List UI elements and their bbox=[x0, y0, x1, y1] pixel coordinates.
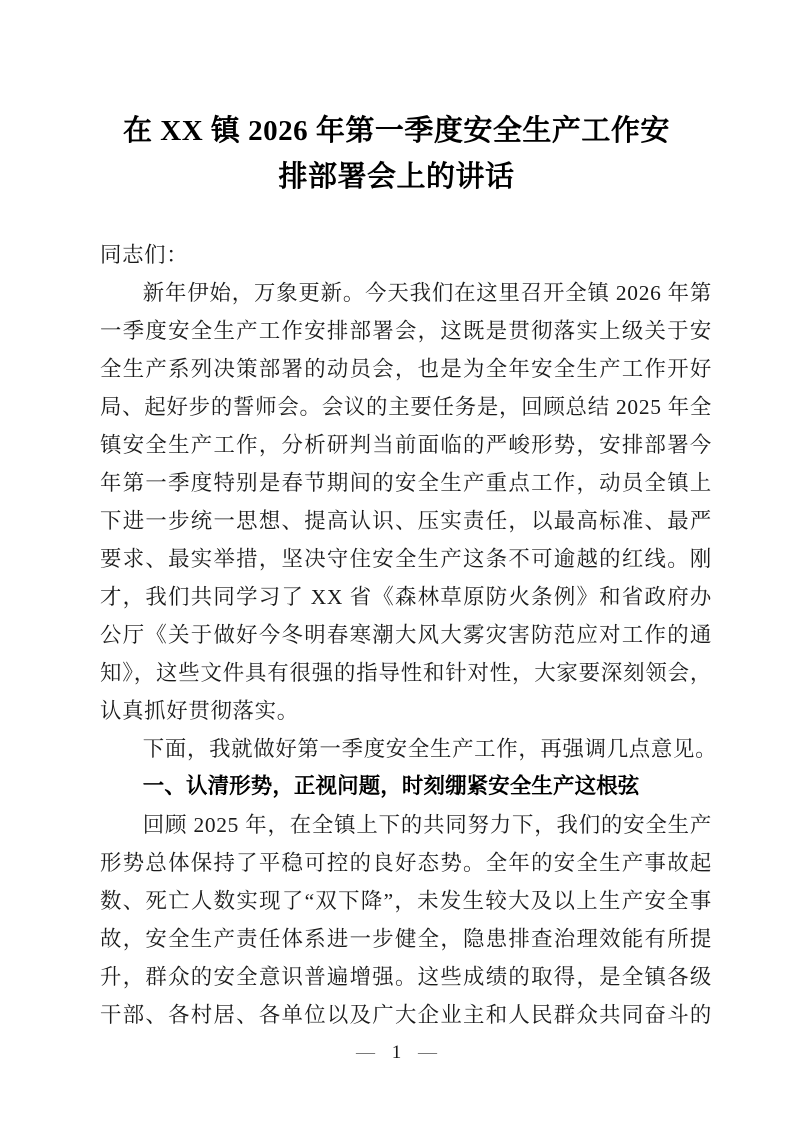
paragraph: 下面，我就做好第一季度安全生产工作，再强调几点意见。 bbox=[142, 737, 718, 761]
paragraph: 新年伊始，万象更新。今天我们在这里召开全镇 2026 年第一季度安全生产工作安排部署会，这既是贯彻落实上级关于安全生产系列决策部署的动员会，也是为全年安全生产工作开好局、起好步的誓师会。会议的主要任务是，回顾总结 2025 年全镇安全生产工作，分析研判当前面临的严峻形势，安排部署今年第一季度特别是春节期间的安全生产重点工作，动员全镇上下进一步统一思想、提高认识、压实责任，以最高标准、最严要求、最实举措，坚决守住安全生产这条不可逾越的红线。刚才，我们共同学习了 XX 省《森林草原防火条例》和省政府办公厅《关于做好今冬明春寒潮大风大雾灾害防范应对工作的通知》，这些文件具有很强的指导性和针对性，大家要深刻领会，认真抓好贯彻落实。 bbox=[100, 281, 712, 723]
page-number: 1 bbox=[391, 1042, 402, 1063]
section-heading: 一、认清形势，正视问题，时刻绷紧安全生产这根弦 bbox=[142, 774, 640, 799]
title-line-1: 在 XX 镇 2026 年第一季度安全生产工作安 bbox=[123, 115, 670, 147]
paragraph: 回顾 2025 年，在全镇上下的共同努力下，我们的安全生产形势总体保持了平稳可控的良好态势。全年的安全生产事故起数、死亡人数实现了“双下降”，未发生较大及以上生产安全事故，安全生产责任体系进一步健全，隐患排查治理效能有所提升，群众的安全意识普遍增强。这些成绩的取得，是全镇各级干部、各村居、各单位以及广大企业主和人民群众共同奋斗的 bbox=[100, 813, 712, 1027]
title-line-2: 排部署会上的讲话 bbox=[278, 161, 515, 193]
paragraph: 同志们： bbox=[100, 243, 189, 267]
footer-dash-right: — bbox=[418, 1042, 437, 1063]
document-title bbox=[77, 108, 717, 200]
document-body bbox=[100, 236, 718, 1034]
footer-dash-left: — bbox=[356, 1042, 375, 1063]
page-footer bbox=[0, 1042, 793, 1064]
